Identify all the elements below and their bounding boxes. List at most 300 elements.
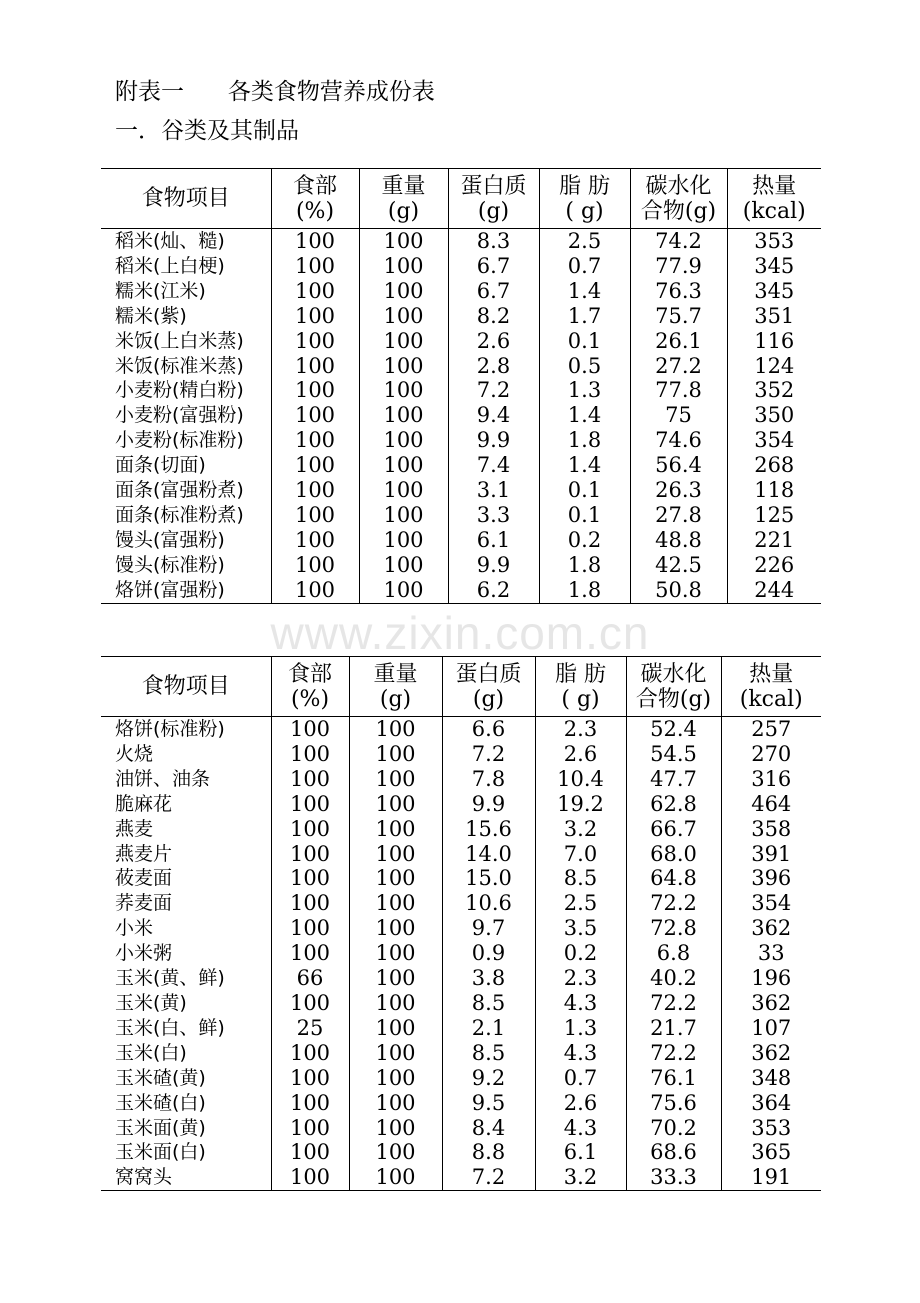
value-cell: 100 [359,553,448,578]
value-cell: 3.5 [535,916,626,941]
food-name-cell: 燕麦 [115,817,154,840]
table-row [101,229,821,254]
value-cell: 33 [721,941,821,966]
table-body [101,229,821,604]
section-heading: 一．谷类及其制品 [115,118,299,144]
food-name-cell: 脆麻花 [115,792,173,815]
value-cell: 353 [727,229,821,254]
value-cell: 10.6 [442,891,535,916]
table-row [101,941,821,966]
value-cell: 100 [271,378,359,403]
value-cell: 76.1 [626,1066,721,1091]
column-header-unit: (kcal) [742,198,806,224]
table-header [101,657,821,717]
value-cell: 100 [271,503,359,528]
value-cell: 4.3 [535,991,626,1016]
value-cell: 244 [727,578,821,603]
nutrition-table-2 [101,656,821,1191]
food-name-cell: 玉米(白、鲜) [115,1016,225,1039]
column-header-label: 食物项目 [141,674,230,699]
food-name-cell: 米饭(标准米蒸) [115,354,244,377]
value-cell: 3.2 [535,817,626,842]
value-cell: 2.6 [535,742,626,767]
food-name-cell: 馒头(标准粉) [115,553,225,576]
value-cell: 72.2 [626,1041,721,1066]
food-name-cell: 小米 [115,917,154,940]
table-row [101,553,821,578]
value-cell: 75 [630,403,727,428]
food-name-cell: 糯米(江米) [115,279,206,302]
value-cell: 9.9 [448,428,539,453]
value-cell: 353 [721,1116,821,1141]
table-row [101,279,821,304]
value-cell: 100 [271,1116,349,1141]
value-cell: 64.8 [626,866,721,891]
value-cell: 3.1 [448,478,539,503]
value-cell: 100 [271,304,359,329]
column-header-unit: 合物(g) [640,198,717,224]
value-cell: 2.6 [535,1091,626,1116]
value-cell: 350 [727,403,821,428]
value-cell: 226 [727,553,821,578]
value-cell: 1.7 [539,304,630,329]
table-row [101,578,821,603]
column-header-label: 重量 [381,173,426,199]
table-row [101,1041,821,1066]
value-cell: 72.8 [626,916,721,941]
value-cell: 100 [349,1016,442,1041]
value-cell: 8.5 [535,866,626,891]
value-cell: 100 [359,503,448,528]
value-cell: 6.7 [448,254,539,279]
column-header-unit: ( g) [565,198,604,224]
value-cell: 77.9 [630,254,727,279]
value-cell: 100 [359,254,448,279]
value-cell: 75.7 [630,304,727,329]
value-cell: 6.7 [448,279,539,304]
value-cell: 7.2 [448,378,539,403]
table-row [101,503,821,528]
table-row [101,1140,821,1165]
value-cell: 21.7 [626,1016,721,1041]
value-cell: 100 [271,941,349,966]
column-header [101,657,271,717]
value-cell: 358 [721,817,821,842]
value-cell: 362 [721,916,821,941]
value-cell: 9.9 [448,553,539,578]
value-cell: 100 [271,403,359,428]
column-header-label: 蛋白质 [460,173,527,199]
value-cell: 19.2 [535,792,626,817]
value-cell: 100 [359,428,448,453]
column-header [101,169,271,229]
value-cell: 354 [721,891,821,916]
value-cell: 2.5 [539,229,630,254]
value-cell: 27.2 [630,354,727,379]
value-cell: 2.5 [535,891,626,916]
value-cell: 7.8 [442,767,535,792]
value-cell: 7.4 [448,453,539,478]
food-name-cell: 烙饼(标准粉) [115,718,225,740]
value-cell: 1.8 [539,578,630,603]
value-cell: 100 [271,1140,349,1165]
column-header-unit: (%) [295,198,335,224]
value-cell: 100 [349,916,442,941]
column-header [448,169,539,229]
table-row [101,1091,821,1116]
food-name-cell: 燕麦片 [115,842,173,865]
value-cell: 100 [271,578,359,603]
value-cell: 6.2 [448,578,539,603]
value-cell: 3.2 [535,1165,626,1190]
table-row [101,817,821,842]
table-row [101,717,821,742]
value-cell: 8.5 [442,1041,535,1066]
food-name-cell: 玉米(黄) [115,991,187,1014]
value-cell: 75.6 [626,1091,721,1116]
value-cell: 124 [727,354,821,379]
value-cell: 100 [271,767,349,792]
value-cell: 100 [271,842,349,867]
value-cell: 100 [271,792,349,817]
value-cell: 72.2 [626,891,721,916]
food-name-cell: 面条(富强粉煮) [115,479,244,502]
value-cell: 100 [271,279,359,304]
food-name-cell: 玉米面(黄) [115,1116,206,1139]
value-cell: 9.2 [442,1066,535,1091]
column-header-label: 碳水化 [640,661,707,687]
value-cell: 7.2 [442,742,535,767]
value-cell: 14.0 [442,842,535,867]
food-name-cell: 面条(切面) [115,454,206,477]
value-cell: 8.5 [442,991,535,1016]
value-cell: 100 [349,742,442,767]
food-name-cell: 小米粥 [115,942,173,965]
value-cell: 33.3 [626,1165,721,1190]
value-cell: 62.8 [626,792,721,817]
table-row [101,991,821,1016]
column-header [630,169,727,229]
nutrition-table-1 [101,168,821,604]
value-cell: 100 [271,991,349,1016]
value-cell: 1.4 [539,453,630,478]
value-cell: 268 [727,453,821,478]
value-cell: 362 [721,991,821,1016]
value-cell: 8.4 [442,1116,535,1141]
table-row [101,528,821,553]
value-cell: 6.8 [626,941,721,966]
value-cell: 1.4 [539,279,630,304]
table-row [101,767,821,792]
food-name-cell: 烙饼(富强粉) [101,578,271,603]
column-header-unit: (g) [379,686,412,712]
column-header [721,657,821,717]
value-cell: 100 [349,891,442,916]
value-cell: 100 [359,378,448,403]
table-row [101,1165,821,1190]
value-cell: 364 [721,1091,821,1116]
column-header [349,657,442,717]
value-cell: 2.1 [442,1016,535,1041]
value-cell: 3.3 [448,503,539,528]
table-row [101,354,821,379]
value-cell: 196 [721,966,821,991]
column-header [442,657,535,717]
value-cell: 9.7 [442,916,535,941]
value-cell: 100 [359,403,448,428]
value-cell: 365 [721,1140,821,1165]
value-cell: 1.3 [539,378,630,403]
table-row [101,403,821,428]
food-name-cell: 玉米面(白) [115,1141,206,1164]
value-cell: 27.8 [630,503,727,528]
value-cell: 100 [271,1041,349,1066]
value-cell: 8.3 [448,229,539,254]
food-name-cell: 糯米(紫) [115,304,187,327]
value-cell: 100 [271,229,359,254]
value-cell: 100 [359,478,448,503]
value-cell: 100 [349,817,442,842]
table-row [101,254,821,279]
value-cell: 100 [359,578,448,603]
column-header-label: 食物项目 [141,186,230,211]
value-cell: 48.8 [630,528,727,553]
value-cell: 100 [271,742,349,767]
value-cell: 100 [349,1091,442,1116]
column-header-label: 脂 肪 [559,173,610,199]
column-header-label: 碳水化 [645,173,712,199]
column-header-label: 脂 肪 [555,661,606,687]
value-cell: 118 [727,478,821,503]
value-cell: 352 [727,378,821,403]
value-cell: 0.7 [539,254,630,279]
value-cell: 100 [349,1165,442,1190]
value-cell: 1.3 [535,1016,626,1041]
table-row [101,329,821,354]
column-header-label: 热量 [752,173,797,199]
value-cell: 116 [727,329,821,354]
value-cell: 100 [359,354,448,379]
value-cell: 26.3 [630,478,727,503]
food-name-cell: 窝窝头 [101,1165,271,1190]
table-row [101,1066,821,1091]
value-cell: 100 [271,891,349,916]
value-cell: 100 [349,767,442,792]
value-cell: 74.6 [630,428,727,453]
value-cell: 100 [271,1165,349,1190]
column-header-label: 重量 [373,661,418,687]
value-cell: 100 [349,966,442,991]
value-cell: 257 [721,717,821,742]
column-header-unit: (%) [290,686,330,712]
value-cell: 100 [349,1066,442,1091]
value-cell: 0.1 [539,478,630,503]
value-cell: 100 [359,279,448,304]
value-cell: 100 [359,528,448,553]
value-cell: 2.3 [535,717,626,742]
value-cell: 464 [721,792,821,817]
food-name-cell: 荞麦面 [115,892,173,915]
value-cell: 100 [349,1140,442,1165]
food-name-cell: 小麦粉(标准粉) [115,429,244,452]
value-cell: 66 [271,966,349,991]
value-cell: 68.6 [626,1140,721,1165]
food-name-cell: 馒头(富强粉) [115,528,225,551]
column-header-label: 热量 [749,661,794,687]
value-cell: 0.5 [539,354,630,379]
value-cell: 1.8 [539,428,630,453]
value-cell: 362 [721,1041,821,1066]
column-header-unit: ( g) [561,686,600,712]
column-header-label: 食部 [287,661,332,687]
value-cell: 1.4 [539,403,630,428]
column-header [271,169,359,229]
value-cell: 191 [721,1165,821,1190]
value-cell: 100 [271,329,359,354]
column-header-label: 食部 [292,173,337,199]
value-cell: 100 [271,1066,349,1091]
column-header-unit: (kcal) [739,686,803,712]
value-cell: 52.4 [626,717,721,742]
value-cell: 345 [727,279,821,304]
value-cell: 68.0 [626,842,721,867]
value-cell: 2.8 [448,354,539,379]
value-cell: 6.6 [442,717,535,742]
column-header-unit: 合物(g) [635,686,712,712]
value-cell: 76.3 [630,279,727,304]
table-row [101,866,821,891]
value-cell: 0.1 [539,503,630,528]
table-row [101,378,821,403]
table-row [101,1116,821,1141]
food-name-cell: 面条(标准粉煮) [115,503,244,526]
value-cell: 100 [359,304,448,329]
value-cell: 345 [727,254,821,279]
value-cell: 0.2 [539,528,630,553]
value-cell: 100 [271,254,359,279]
value-cell: 351 [727,304,821,329]
value-cell: 100 [359,329,448,354]
value-cell: 316 [721,767,821,792]
value-cell: 100 [349,1041,442,1066]
table-body [101,717,821,1191]
value-cell: 100 [271,817,349,842]
value-cell: 100 [271,717,349,742]
column-header [359,169,448,229]
food-name-cell: 稻米(灿、糙) [115,230,225,252]
value-cell: 100 [349,842,442,867]
column-header-unit: (g) [387,198,420,224]
table-row [101,304,821,329]
value-cell: 1.8 [539,553,630,578]
value-cell: 70.2 [626,1116,721,1141]
value-cell: 2.6 [448,329,539,354]
watermark: www.zixin.com.cn [270,607,650,659]
table-row [101,891,821,916]
food-name-cell: 小麦粉(富强粉) [115,404,244,427]
value-cell: 56.4 [630,453,727,478]
food-name-cell: 玉米碴(黄) [115,1066,206,1089]
column-header-unit: (g) [477,198,510,224]
value-cell: 10.4 [535,767,626,792]
value-cell: 66.7 [626,817,721,842]
value-cell: 396 [721,866,821,891]
value-cell: 8.8 [442,1140,535,1165]
value-cell: 100 [271,866,349,891]
value-cell: 100 [271,453,359,478]
value-cell: 0.9 [442,941,535,966]
food-name-cell: 米饭(上白米蒸) [115,329,244,352]
value-cell: 125 [727,503,821,528]
table-row [101,916,821,941]
food-name-cell: 玉米碴(白) [115,1091,206,1114]
table-row [101,842,821,867]
table-row [101,478,821,503]
food-name-cell: 玉米(黄、鲜) [115,967,225,990]
value-cell: 100 [271,916,349,941]
column-header-unit: (g) [472,686,505,712]
food-name-cell: 稻米(上白梗) [115,254,225,277]
value-cell: 100 [271,528,359,553]
value-cell: 100 [349,1116,442,1141]
value-cell: 50.8 [630,578,727,603]
value-cell: 100 [271,1091,349,1116]
value-cell: 100 [271,428,359,453]
food-name-cell: 火烧 [115,742,154,765]
table-row [101,792,821,817]
value-cell: 77.8 [630,378,727,403]
food-name-cell: 小麦粉(精白粉) [115,379,244,402]
value-cell: 8.2 [448,304,539,329]
value-cell: 42.5 [630,553,727,578]
value-cell: 3.8 [442,966,535,991]
value-cell: 4.3 [535,1116,626,1141]
value-cell: 47.7 [626,767,721,792]
value-cell: 391 [721,842,821,867]
value-cell: 54.5 [626,742,721,767]
value-cell: 100 [349,941,442,966]
value-cell: 40.2 [626,966,721,991]
value-cell: 15.0 [442,866,535,891]
value-cell: 107 [721,1016,821,1041]
value-cell: 100 [349,717,442,742]
value-cell: 0.2 [535,941,626,966]
column-header [626,657,721,717]
table-row [101,428,821,453]
table-row [101,966,821,991]
value-cell: 100 [271,354,359,379]
value-cell: 100 [271,553,359,578]
table-row [101,453,821,478]
food-name-cell: 油饼、油条 [115,767,211,790]
value-cell: 9.4 [448,403,539,428]
column-header [539,169,630,229]
value-cell: 9.9 [442,792,535,817]
value-cell: 100 [359,229,448,254]
value-cell: 74.2 [630,229,727,254]
value-cell: 15.6 [442,817,535,842]
value-cell: 2.3 [535,966,626,991]
value-cell: 4.3 [535,1041,626,1066]
table-row [101,742,821,767]
table-header [101,169,821,229]
value-cell: 270 [721,742,821,767]
column-header [271,657,349,717]
column-header [727,169,821,229]
value-cell: 6.1 [535,1140,626,1165]
value-cell: 9.5 [442,1091,535,1116]
value-cell: 72.2 [626,991,721,1016]
